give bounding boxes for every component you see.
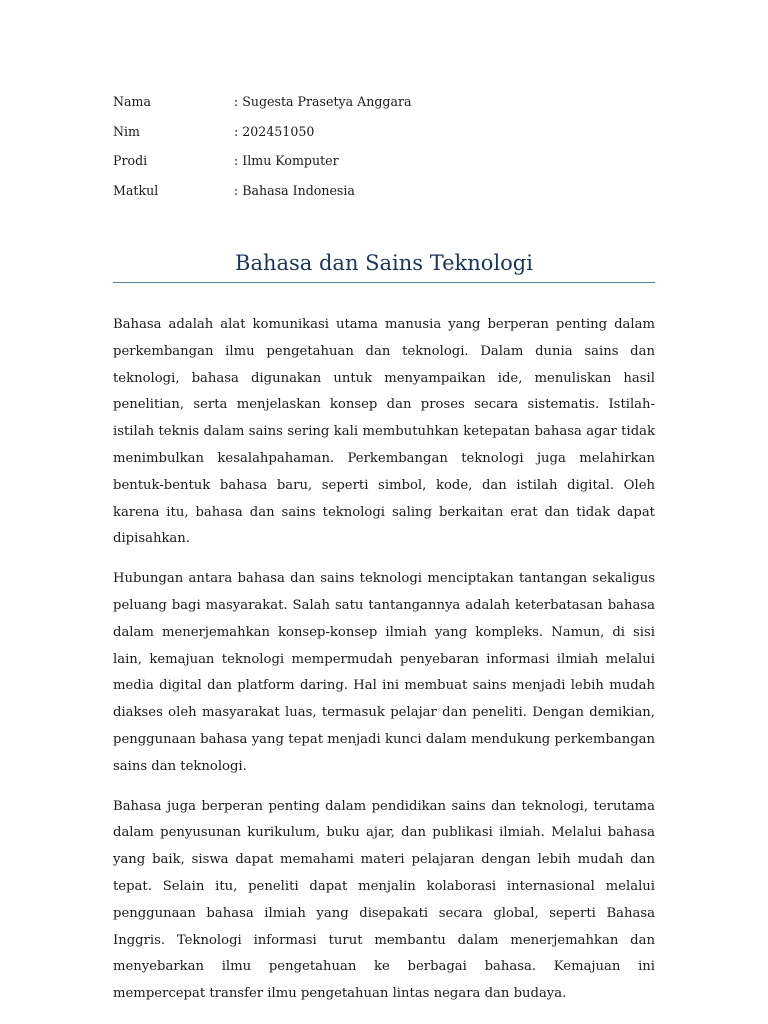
document-body	[113, 312, 655, 1021]
info-value: : Sugesta Prasetya Anggara	[234, 94, 412, 109]
info-row-nim	[113, 122, 655, 152]
document-title: Bahasa dan Sains Teknologi	[235, 251, 533, 275]
info-label: Matkul	[113, 182, 159, 198]
info-label: Nama	[113, 94, 151, 109]
student-info	[113, 92, 655, 210]
info-value: : Ilmu Komputer	[234, 153, 339, 168]
info-row-prodi	[113, 151, 655, 181]
title-block	[113, 248, 655, 283]
info-value: : 202451050	[234, 123, 315, 139]
info-row-nama	[113, 92, 655, 122]
paragraph: Bahasa adalah alat komunikasi utama manusia yang berperan penting dalam perkembangan ilmu pengetahuan dan teknologi. Dalam dunia sains dan teknologi, bahasa digunakan untuk menyampaikan ide, menuliskan hasil penelitian, serta menjelaskan konsep dan proses secara sistematis. Istilah-istilah teknis dalam sains sering kali membutuhkan ketepatan bahasa agar tidak menimbulkan kesalahpahaman. Perkembangan teknologi juga melahirkan bentuk-bentuk bahasa baru, seperti simbol, kode, dan istilah digital. Oleh karena itu, bahasa dan sains teknologi saling berkaitan erat dan tidak dapat dipisahkan.	[113, 317, 655, 547]
info-label: Prodi	[113, 153, 148, 168]
paragraph: Hubungan antara bahasa dan sains teknologi menciptakan tantangan sekaligus peluang bagi masyarakat. Salah satu tantangannya adalah keterbatasan bahasa dalam menerjemahkan konsep-konsep ilmiah yang kompleks. Namun, di sisi lain, kemajuan teknologi mempermudah penyebaran informasi ilmiah melalui media digital dan platform daring. Hal ini membuat sains menjadi lebih mudah diakses oleh masyarakat luas, termasuk pelajar dan peneliti. Dengan demikian, penggunaan bahasa yang tepat menjadi kunci dalam mendukung perkembangan sains dan teknologi.	[113, 571, 655, 774]
info-row-matkul	[113, 181, 655, 211]
info-label: Nim	[113, 123, 140, 139]
info-value: : Bahasa Indonesia	[234, 182, 355, 198]
paragraph: Bahasa juga berperan penting dalam pendidikan sains dan teknologi, terutama dalam penyusunan kurikulum, buku ajar, dan publikasi ilmiah. Melalui bahasa yang baik, siswa dapat memahami materi pelajaran dengan lebih mudah dan tepat. Selain itu, peneliti dapat menjalin kolaborasi internasional melalui penggunaan bahasa ilmiah yang disepakati secara global, seperti Bahasa Inggris. Teknologi informasi turut membantu dalam menerjemahkan dan menyebarkan ilmu pengetahuan ke berbagai bahasa. Kemajuan ini mempercepat transfer ilmu pengetahuan lintas negara dan budaya.	[113, 798, 655, 1002]
